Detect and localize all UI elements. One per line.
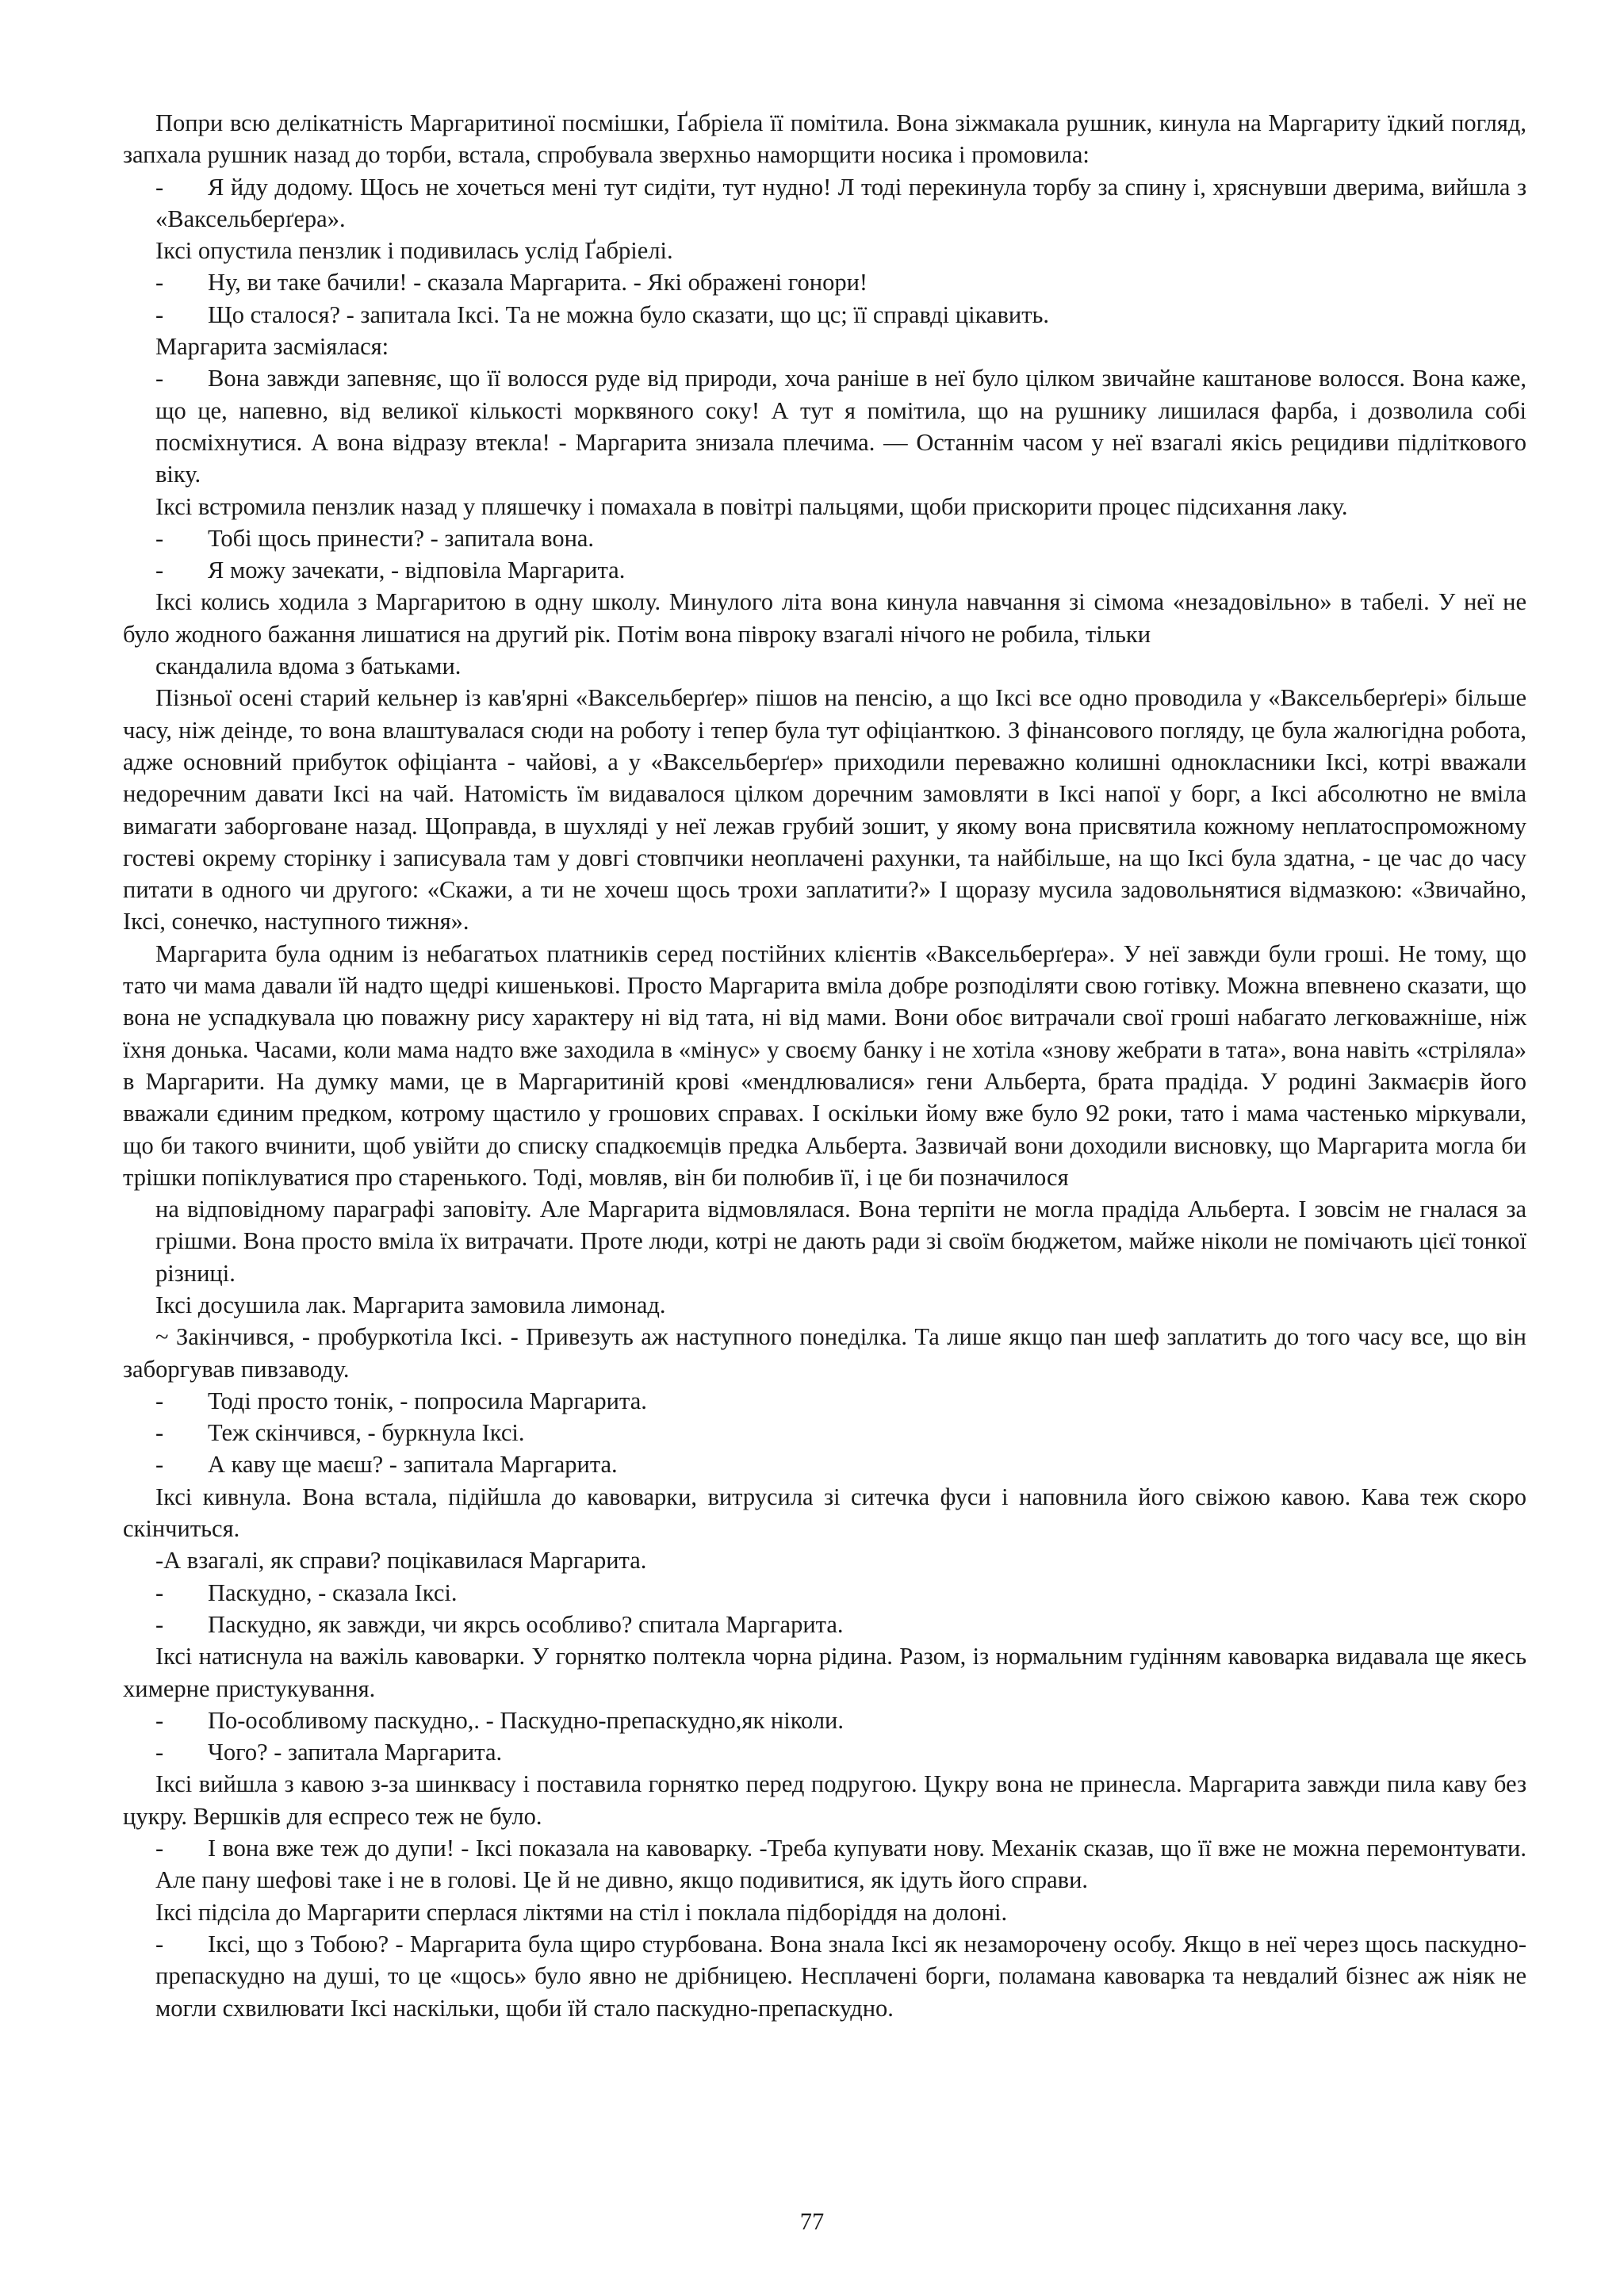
paragraph: Іксі натиснула на важіль кавоварки. У горнятко полтекла чорна рідина. Разом, із нормальним гудінням кавоварка видавала ще якесь химерне пристукування. [123,1643,1526,1702]
dialogue-dash: - [155,1451,164,1479]
dialogue-paragraph [123,266,1526,298]
dialogue-dash: - [155,1835,164,1862]
paragraph-text: Паскудно, як завжди, чи якрсь особливо? спитала Маргарита. [208,1610,844,1638]
dialogue-dash: - [155,1578,164,1606]
paragraph: Іксі опустила пензлик і подивилась услід Ґабріелі. [155,237,673,265]
paragraph: Іксі колись ходила з Маргаритою в одну школу. Минулого літа вона кинула навчання зі сімома «незадовільно» в табелі. У неї не було жодного бажання лишатися на другий рік. Потім вона півроку взагалі нічого не робила, тільки [123,588,1526,648]
paragraph: Іксі вийшла з кавою з-за шинквасу і поставила горнятко перед подругою. Цукру вона не принесла. Маргарита завжди пила каву без цукру. Вершків для еспресо теж не було. [123,1770,1526,1830]
paragraph-text: По-особливому паскудно,. - Паскудно-препаскудно,як ніколи. [208,1706,844,1734]
dialogue-dash: - [155,524,164,552]
dialogue-dash: - [155,1387,164,1414]
page-number: 77 [799,2208,825,2235]
paragraph-text: Вона завжди запевняє, що її волосся руде від природи, хоча раніше в неї було цілком звичайне каштанове волосся. Вона каже, що це, напевно, від великої кількості морквяного соку! А тут я помітила, що на рушнику лишилася фарба, і дозволила собі посміхнутися. А вона відразу втекла! - Маргарита знизала плечима. — Останнім часом у неї взагалі якісь рецидиви підліткового віку. [155,365,1526,488]
dialogue-paragraph [123,1832,1526,1896]
paragraph-text: Тоді просто тонік, - попросила Маргарита. [208,1387,647,1414]
paragraph: ~ Закінчився, - пробуркотіла Іксі. - Привезуть аж наступного понеділка. Та лише якщо пан шеф заплатить до того часу все, що він заборгував пивзаводу. [123,1323,1526,1383]
dialogue-paragraph [123,1609,1526,1640]
paragraph: Іксі встромила пензлик назад у пляшечку і помахала в повітрі пальцями, щоби прискорити процес підсихання лаку. [155,492,1348,520]
paragraph: -А взагалі, як справи? поцікавилася Маргарита. [155,1547,647,1575]
paragraph: Іксі досушила лак. Маргарита замовила лимонад. [155,1291,666,1318]
paragraph-text: Паскудно, - сказала Іксі. [208,1578,458,1606]
dialogue-paragraph [123,1448,1526,1480]
dialogue-dash: - [155,1706,164,1734]
dialogue-dash: - [155,300,164,328]
dialogue-dash: - [155,365,164,392]
paragraph-text: А каву ще маєш? - запитала Маргарита. [208,1451,618,1479]
dialogue-paragraph [123,1736,1526,1768]
paragraph-text: Я йду додому. Щось не хочеться мені тут сидіти, тут нудно! Л тоді перекинула торбу за спину і, хряснувши дверима, вийшла з «Ваксельберґера». [155,173,1526,232]
dialogue-paragraph [123,299,1526,331]
paragraph: Іксі кивнула. Вона встала, підійшла до кавоварки, витрусила зі ситечка фуси і наповнила його свіжою кавою. Кава теж скоро скінчиться. [123,1483,1526,1543]
dialogue-dash: - [155,1930,164,1957]
paragraph: Маргарита засміялася: [155,333,389,361]
paragraph-text: Іксі, що з Тобою? - Маргарита була щиро стурбована. Вона знала Іксі як незаморочену особу. Якщо в неї через щось паскудно-препаскудно на душі, то це «щось» було явно не дрібницею. Несплачені борги, поламана кавоварка та невдалий бізнес аж ніяк не могли схвилювати Іксі наскільки, щоби їй стало паскудно-препаскудно. [155,1930,1526,2022]
dialogue-paragraph [123,1417,1526,1448]
dialogue-dash: - [155,1419,164,1447]
paragraph-text: Ну, ви таке бачили! - сказала Маргарита. - Які ображені гонори! [208,269,868,297]
paragraph-text: Тобі щось принести? - запитала вона. [208,524,595,552]
dialogue-paragraph [123,1705,1526,1736]
dialogue-paragraph [123,362,1526,490]
dialogue-paragraph [123,171,1526,235]
paragraph-text: Чого? - запитала Маргарита. [208,1739,503,1766]
dialogue-paragraph [123,1385,1526,1417]
paragraph: Маргарита була одним із небагатьох платників серед постійних клієнтів «Ваксельберґера». У неї завжди були гроші. Не тому, що тато чи мама давали їй надто щедрі кишенькові. Просто Маргарита вміла добре розподіляти свою готівку. Можна впевнено сказати, що вона не успадкувала цю поважну рису характеру ні від тата, ні від мами. Вони обоє витрачали свої гроші набагато легковажніше, ніж їхня донька. Часами, коли мама надто вже заходила в «мінус» у своєму банку і не хотіла «знову жебрати в тата», вона навіть «стріляла» в Маргарити. На думку мами, це в Маргаритиній крові «мендлювалися» гени Альберта, брата прадіда. У родині Закмаєрів його вважали єдиним предком, котрому щастило у грошових справах. І оскільки йому вже було 92 роки, тато і мама частенько міркували, що би такого вчинити, щоб увійти до списку спадкоємців предка Альберта. Зазвичай вони доходили висновку, що Маргарита могла би трішки попіклуватися про старенького. Тоді, мовляв, він би полюбив її, і це би позначилося [123,939,1526,1191]
page-body [123,107,1526,2024]
dialogue-dash: - [155,173,164,201]
dialogue-dash: - [155,1739,164,1766]
dialogue-paragraph [123,554,1526,586]
paragraph-text: Що сталося? - запитала Іксі. Та не можна було сказати, що цс; її справді цікавить. [208,300,1050,328]
paragraph-text: Теж скінчився, - буркнула Іксі. [208,1419,525,1447]
paragraph: Попри всю делікатність Маргаритиної посмішки, Ґабріела її помітила. Вона зіжмакала рушник, кинула на Маргариту їдкий погляд, запхала рушник назад до торби, встала, спробувала зверхньо наморщити носика і промовила: [123,109,1526,169]
paragraph: Пізньої осені старий кельнер із кав'ярні «Ваксельберґер» пішов на пенсію, а що Іксі все одно проводила у «Ваксельберґері» більше часу, ніж деінде, то вона влаштувалася сюди на роботу і тепер була тут офіціанткою. З фінансового погляду, це була жалюгідна робота, адже основний прибуток офіціанта - чайові, а у «Ваксельберґер» приходили переважно колишні однокласники Іксі, котрі вважали недоречним давати Іксі на чай. Натомість їм видавалося цілком доречним замовляти в Іксі напої у борг, а Іксі абсолютно не вміла вимагати заборговане назад. Щоправда, в шухляді у неї лежав грубий зошит, у якому вона присвятила кожному неплатоспроможному гостеві окрему сторінку і записувала там у довгі стовпчики неоплачені рахунки, та найбільше, на що Іксі була здатна, - це час до часу питати в одного чи другого: «Скажи, а ти не хочеш щось трохи заплатити?» І щоразу мусила задовольнятися відмазкою: «Звичайно, Іксі, сонечко, наступного тижня». [123,684,1526,936]
paragraph-text: Я можу зачекати, - відповіла Маргарита. [208,557,626,584]
paragraph: скандалила вдома з батьками. [155,652,462,680]
dialogue-paragraph [123,1577,1526,1609]
paragraph: Іксі підсіла до Маргарити сперлася ліктями на стіл і поклала підборіддя на долоні. [155,1898,1008,1926]
paragraph-text: І вона вже теж до дупи! - Іксі показала на кавоварку. -Треба купувати нову. Механік сказав, що її вже не можна перемонтувати. Але пану шефові таке і не в голові. Це й не дивно, якщо подивитися, як ідуть його справи. [155,1835,1526,1894]
dialogue-dash: - [155,1610,164,1638]
dialogue-paragraph [123,522,1526,554]
dialogue-dash: - [155,269,164,297]
paragraph: на відповідному параграфі заповіту. Але Маргарита відмовлялася. Вона терпіти не могла прадіда Альберта. І зовсім не гналася за грішми. Вона просто вміла їх витрачати. Проте люди, котрі не дають ради зі своїм бюджетом, майже ніколи не помічають цієї тонкої різниці. [155,1196,1526,1287]
dialogue-dash: - [155,557,164,584]
dialogue-paragraph [123,1928,1526,2024]
